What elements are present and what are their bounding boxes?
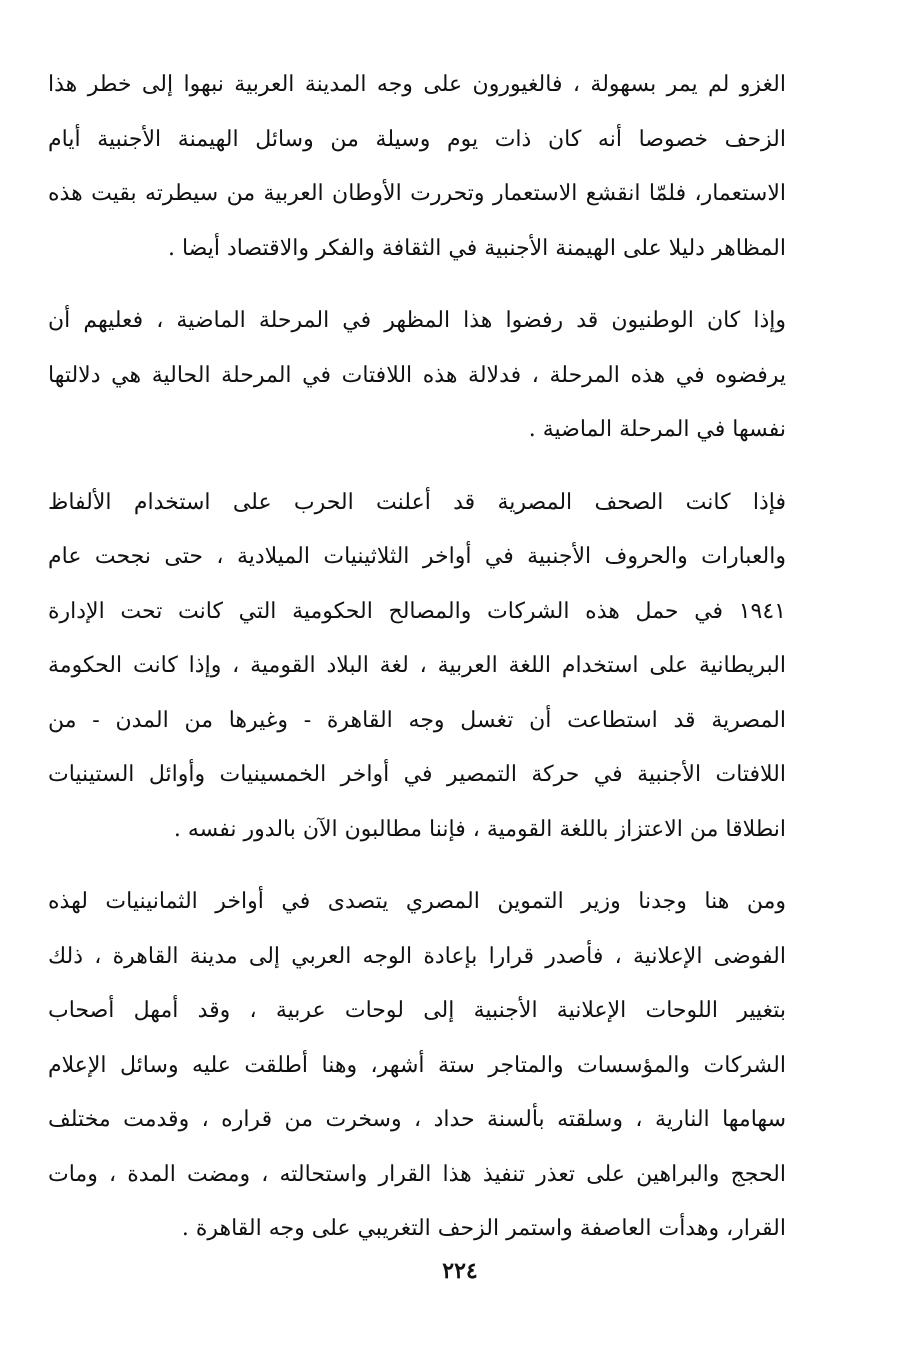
text-line: نفسها في المرحلة الماضية . [528, 417, 786, 442]
paragraph [48, 294, 786, 458]
text-line: الغزو لم يمر بسهولة ، فالغيورون على وجه المدينة العربية نبهوا إلى خطر هذا [48, 72, 786, 97]
text-line: يرفضوه في هذه المرحلة ، فدلالة هذه اللافتات في المرحلة الحالية هي دلالتها [48, 362, 786, 388]
text-line: المصرية قد استطاعت أن تغسل وجه القاهرة - وغيرها من المدن - من [48, 707, 786, 733]
text-line: القرار، وهدأت العاصفة واستمر الزحف التغريبي على وجه القاهرة . [181, 1216, 786, 1241]
text-line: ومن هنا وجدنا وزير التموين المصري يتصدى في أواخر الثمانينيات لهذه [48, 889, 786, 914]
text-line: والعبارات والحروف الأجنبية في أواخر الثلاثينيات الميلادية ، حتى نجحت عام [48, 544, 786, 569]
text-line: البريطانية على استخدام اللغة العربية ، لغة البلاد القومية ، وإذا كانت الحكومة [48, 653, 786, 678]
paragraph [48, 875, 786, 1257]
text-line: سهامها النارية ، وسلقته بألسنة حداد ، وسخرت من قراره ، وقدمت مختلف [48, 1107, 786, 1132]
page-number: ٢٢٤ [442, 1258, 478, 1284]
text-line: الشركات والمؤسسات والمتاجر ستة أشهر، وهنا أطلقت عليه وسائل الإعلام [48, 1052, 786, 1078]
text-line: بتغيير اللوحات الإعلانية الأجنبية إلى لوحات عربية ، وقد أمهل أصحاب [48, 998, 786, 1023]
page-body [48, 58, 786, 1275]
paragraph [48, 58, 786, 276]
text-line: انطلاقا من الاعتزاز باللغة القومية ، فإننا مطالبون الآن بالدور نفسه . [173, 816, 786, 842]
text-line: ١٩٤١ في حمل هذه الشركات والمصالح الحكومية التي كانت تحت الإدارة [48, 598, 786, 624]
text-line: الحجج والبراهين على تعذر تنفيذ هذا القرار واستحالته ، ومضت المدة ، ومات [48, 1161, 786, 1187]
text-line: المظاهر دليلا على الهيمنة الأجنبية في الثقافة والفكر والاقتصاد أيضا . [167, 235, 786, 261]
text-line: الاستعمار، فلمّا انقشع الاستعمار وتحررت الأوطان العربية من سيطرته بقيت هذه [48, 181, 786, 206]
text-line: فإذا كانت الصحف المصرية قد أعلنت الحرب على استخدام الألفاظ [48, 489, 786, 515]
paragraph [48, 476, 786, 858]
text-line: الفوضى الإعلانية ، فأصدر قرارا بإعادة الوجه العربي إلى مدينة القاهرة ، ذلك [48, 943, 786, 969]
text-line: وإذا كان الوطنيون قد رفضوا هذا المظهر في المرحلة الماضية ، فعليهم أن [48, 308, 786, 333]
text-line: الزحف خصوصا أنه كان ذات يوم وسيلة من وسائل الهيمنة الأجنبية أيام [48, 126, 786, 152]
text-line: اللافتات الأجنبية في حركة التمصير في أواخر الخمسينيات وأوائل الستينيات [48, 762, 786, 787]
